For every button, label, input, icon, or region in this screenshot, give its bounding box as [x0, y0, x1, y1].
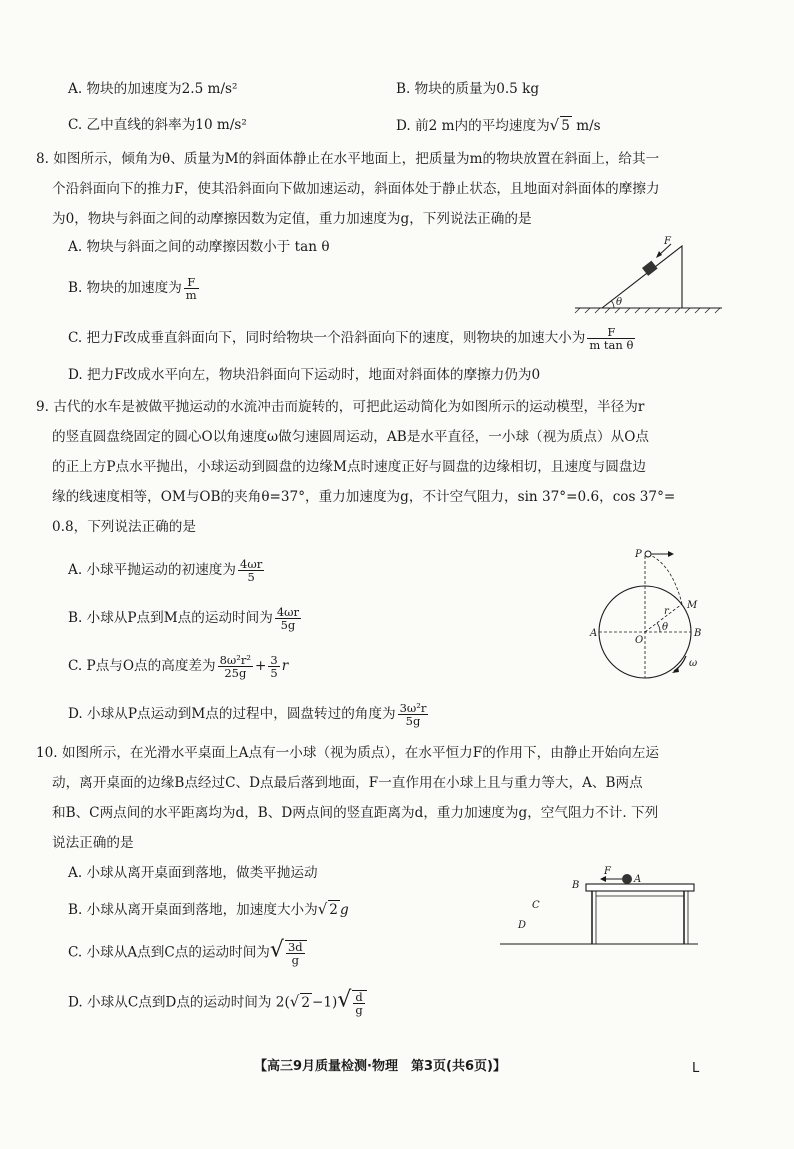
fraction-numerator: 3	[270, 653, 278, 667]
fraction-denominator: 25g	[224, 666, 247, 680]
q7-option-b: B. 物块的质量为0.5 kg	[396, 81, 540, 97]
incline-body	[602, 246, 682, 308]
label-m: M	[687, 600, 698, 611]
fraction-numerator: 3ω²r	[399, 701, 427, 715]
sqrt-sign: √	[317, 900, 328, 918]
q8-option-b-fraction	[184, 276, 199, 301]
q10-option-b-suffix: g	[339, 902, 349, 918]
q10-stem-line2: 动，离开桌面的边缘B点经过C、D点最后落到地面，F一直作用在小球上且与重力等大，A、B两点	[52, 775, 643, 791]
q7-option-a: A. 物块的加速度为2.5 m/s²	[68, 81, 238, 97]
q9-option-a	[68, 558, 266, 583]
label-c: C	[532, 900, 540, 911]
q9-option-d-prefix: D. 小球从P点运动到M点的过程中，圆盘转过的角度为	[68, 706, 396, 722]
q8-incline-figure	[570, 236, 730, 316]
q7-option-d-radicand: 5	[561, 118, 570, 134]
q9-stem-line4: 缘的线速度相等，OM与OB的夹角θ=37°，重力加速度为g，不计空气阻力，sin 37°=0.6，cos 37°=	[52, 489, 676, 505]
q9-option-d-fraction	[398, 702, 429, 727]
label-a: A	[634, 874, 642, 885]
q10-option-d-radicand: 2	[301, 994, 310, 1011]
q9-option-a-fraction	[238, 558, 264, 583]
q9-option-d	[68, 702, 430, 727]
q10-option-c	[68, 937, 309, 967]
velocity-arrowhead	[668, 551, 674, 557]
q9-option-b	[68, 606, 303, 631]
theta-arc	[657, 623, 660, 632]
fraction-denominator: g	[355, 1003, 363, 1017]
angle-arc	[612, 301, 615, 308]
fraction-denominator: m	[185, 288, 197, 302]
sqrt-sign: √	[269, 937, 284, 963]
fraction-numerator: 8ω²r²	[219, 653, 252, 667]
ground-hatching	[575, 308, 720, 313]
plus-sign: +	[255, 658, 267, 674]
label-b: B	[694, 628, 702, 639]
q10-option-d-fraction	[352, 990, 366, 1016]
fraction-numerator: 4ωr	[276, 605, 300, 619]
q10-stem-line1: 10. 如图所示，在光滑水平桌面上A点有一小球（视为质点），在水平恒力F的作用下，由静止开始向左运	[36, 745, 659, 761]
fraction-denominator: 5	[270, 666, 278, 680]
q10-option-b	[68, 900, 349, 919]
q7-option-d-unit: m/s	[571, 118, 601, 134]
q9-stem-line2: 的竖直圆盘绕固定的圆心O以角速度ω做匀速圆周运动，AB是水平直径，一小球（视为质点）从O点	[52, 429, 649, 445]
q10-option-b-radicand: 2	[329, 902, 338, 918]
force-label: F	[664, 236, 671, 247]
q9-stem-line3: 的正上方P点水平抛出，小球运动到圆盘的边缘M点时速度正好与圆盘的边缘相切，且速度与圆盘边	[52, 459, 646, 475]
q8-option-c-prefix: C. 把力F改成垂直斜面向下，同时给物块一个沿斜面向下的速度，则物块的加速大小为	[68, 330, 586, 346]
fraction-numerator: 3d	[287, 940, 303, 954]
q9-option-c-prefix: C. P点与O点的高度差为	[68, 658, 216, 674]
q7-option-d	[396, 116, 601, 135]
ball	[622, 874, 632, 884]
q9-option-b-prefix: B. 小球从P点到M点的运动时间为	[68, 610, 273, 626]
q9-option-c	[68, 654, 288, 679]
ball-p	[645, 551, 651, 557]
fraction-numerator: F	[184, 276, 199, 289]
label-r: r	[664, 606, 669, 617]
label-omega: ω	[689, 658, 698, 669]
fraction-denominator: 5g	[405, 714, 421, 728]
label-o: O	[635, 635, 644, 646]
q10-option-c-fraction	[285, 940, 307, 966]
q7-option-c: C. 乙中直线的斜率为10 m/s²	[68, 117, 247, 133]
q10-option-d-prefix: D. 小球从C点到D点的运动时间为 2(	[68, 994, 290, 1011]
q9-stem-line5: 0.8，下列说法正确的是	[52, 519, 196, 535]
sqrt-sign: √	[289, 992, 300, 1011]
q8-stem-line3: 为0，物块与斜面之间的动摩擦因数为定值，重力加速度为g，下列说法正确的是	[52, 211, 532, 227]
fraction-numerator: 4ωr	[240, 557, 263, 571]
page-mark: L	[692, 1061, 700, 1076]
q10-stem-line4: 说法正确的是	[52, 835, 134, 851]
sqrt-sign: √	[549, 116, 560, 134]
q7-option-d-prefix: D. 前2 m内的平均速度为	[396, 118, 550, 134]
q10-table-figure	[500, 862, 700, 952]
q8-stem-line2: 个沿斜面向下的推力F，使其沿斜面向下做加速运动，斜面体处于静止状态，且地面对斜面体的摩擦力	[52, 181, 660, 197]
q10-option-c-prefix: C. 小球从A点到C点的运动时间为	[68, 944, 270, 961]
rotation-arrow-arc	[674, 656, 686, 671]
label-d: D	[518, 920, 527, 931]
fraction-numerator: d	[355, 990, 363, 1004]
q8-option-d: D. 把力F改成水平向左，物块沿斜面向下运动时，地面对斜面体的摩擦力仍为0	[68, 367, 541, 383]
fraction-numerator: F	[587, 326, 635, 339]
q10-option-d	[68, 987, 369, 1017]
q9-option-c-fraction-2	[268, 654, 279, 679]
fraction-denominator: 5	[247, 570, 255, 584]
label-b: B	[572, 880, 580, 891]
q9-option-c-suffix: r	[281, 658, 289, 674]
sqrt-sign: √	[337, 987, 352, 1013]
angle-label: θ	[616, 297, 623, 308]
fraction-denominator: 5g	[280, 618, 296, 632]
q10-stem-line3: 和B、C两点间的水平距离均为d，B、D两点间的竖直距离为d，重力加速度为g，空气阻力不计. 下列	[52, 805, 659, 821]
force-arrowhead	[656, 251, 662, 258]
page-footer: 【高三9月质量检测·物理 第3页(共6页)】	[254, 1059, 506, 1074]
block	[642, 261, 658, 276]
q10-option-a: A. 小球从离开桌面到落地，做类平抛运动	[68, 865, 318, 881]
q8-option-c-fraction	[587, 326, 635, 351]
q8-option-b	[68, 276, 201, 301]
q9-option-c-fraction-1	[218, 654, 253, 679]
q10-option-d-mid: −1)	[311, 994, 338, 1011]
q8-option-a: A. 物块与斜面之间的动摩擦因数小于 tan θ	[68, 239, 330, 255]
table-top	[586, 884, 694, 891]
q8-option-b-prefix: B. 物块的加速度为	[68, 280, 182, 296]
q8-option-c	[68, 326, 637, 351]
q9-option-a-prefix: A. 小球平抛运动的初速度为	[68, 562, 236, 578]
trajectory-curve	[648, 554, 682, 604]
label-p: P	[635, 549, 642, 560]
q9-stem-line1: 9. 古代的水车是被做平抛运动的水流冲击而旋转的，可把此运动简化为如图所示的运动模型，半径为r	[36, 399, 645, 415]
q10-option-b-prefix: B. 小球从离开桌面到落地，加速度大小为	[68, 902, 318, 918]
label-a: A	[590, 628, 598, 639]
fraction-denominator: g	[291, 953, 299, 967]
label-theta: θ	[662, 622, 669, 633]
fraction-denominator: m tan θ	[589, 338, 634, 352]
q9-option-b-fraction	[275, 606, 301, 631]
q8-stem-line1: 8. 如图所示，倾角为θ、质量为M的斜面体静止在水平地面上，把质量为m的物块放置在斜面上，给其一	[36, 151, 660, 167]
label-f: F	[604, 866, 611, 877]
q9-disk-figure	[590, 548, 710, 678]
